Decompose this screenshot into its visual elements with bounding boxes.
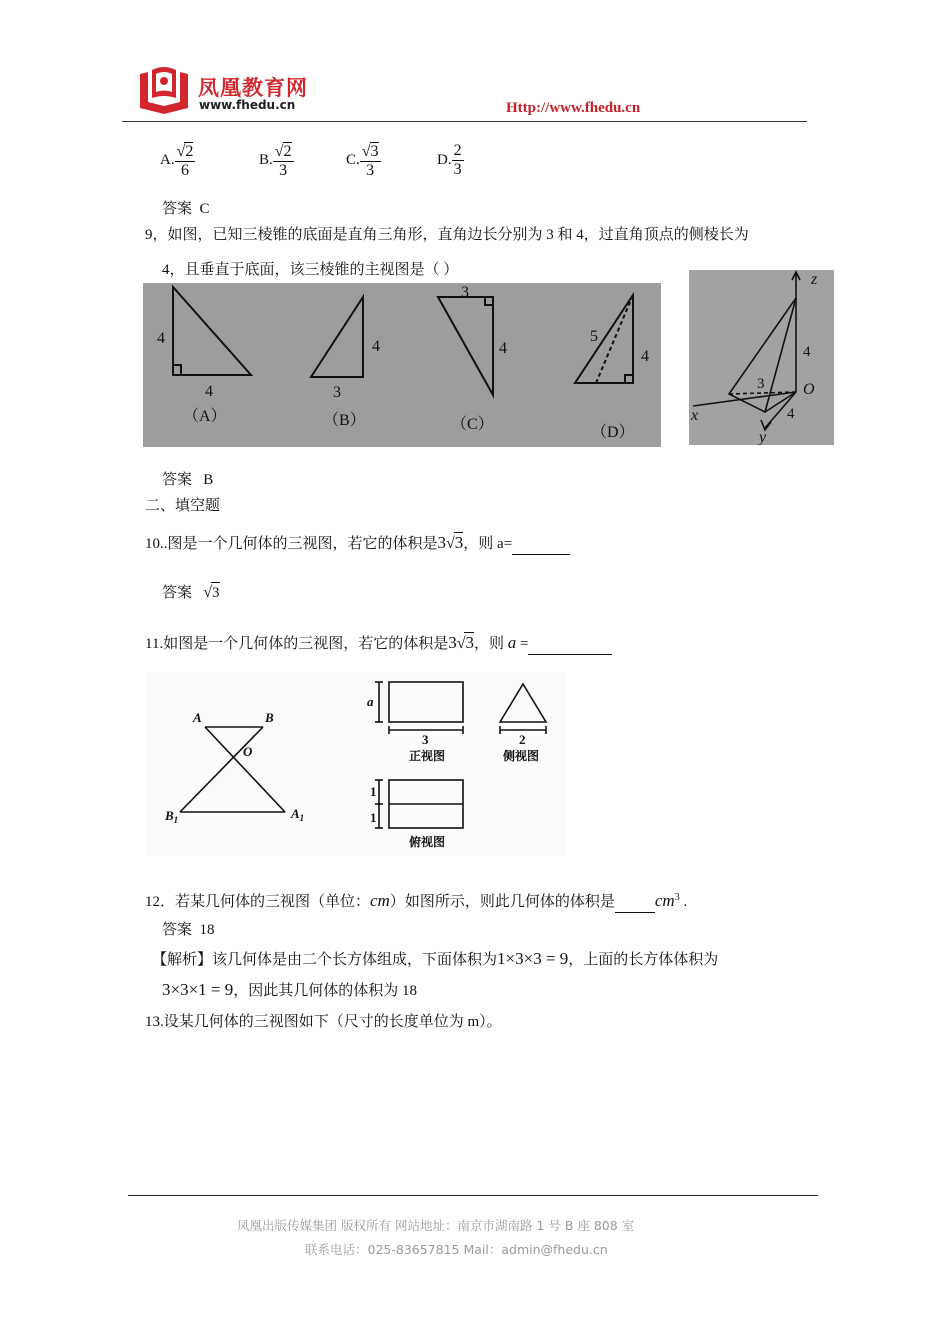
fig-b-caption: （B）: [323, 412, 366, 429]
fraction: $\frac{√2}{3}$: [274, 142, 292, 179]
point-a1-label: $A_1$: [291, 806, 305, 823]
answer-blank[interactable]: [528, 634, 612, 655]
logo-name: 凤凰教育网: [198, 76, 308, 100]
q9-line1: 9，如图，已知三棱锥的底面是直角三角形，直角边长分别为 3 和 4，过直角顶点的侧棱长为: [145, 227, 749, 243]
fig-c-top: 3: [461, 284, 469, 301]
answer-blank[interactable]: [615, 892, 655, 913]
q12-question: 12．若某几何体的三视图（单位：cm）如图所示，则此几何体的体积是 $cm^3$ .: [145, 888, 687, 913]
top-view-caption: 俯视图: [409, 835, 446, 849]
axis-z-label: z: [811, 271, 818, 288]
q8-answer: 答案 C: [162, 201, 210, 217]
option-d: D. $\frac{2}{3}$: [437, 142, 462, 179]
q10-answer: 答案 √3: [162, 584, 220, 601]
site-url-link[interactable]: Http://www.fhedu.cn: [506, 100, 641, 116]
q10-question: 10..图是一个几何体的三视图，若它的体积是3√3，则 a=: [145, 532, 570, 555]
q9-line2: 4，且垂直于底面，该三棱锥的主视图是（ ）: [162, 262, 459, 278]
point-b1-label: $B_1$: [165, 808, 179, 825]
point-o-label: O: [243, 744, 253, 759]
option-a: A. $\frac{√2}{6}$: [160, 142, 194, 179]
q11-drawing: [145, 672, 565, 856]
fig-b-base: 3: [333, 384, 341, 401]
top-h1-label: 1: [370, 784, 377, 799]
point-b-label: B: [265, 710, 274, 725]
q9-pyramid-figure: [689, 270, 834, 445]
fraction: $\frac{√3}{3}$: [361, 142, 379, 179]
fig-d-slant: 5: [590, 328, 598, 345]
q9-options-figure: [143, 283, 661, 447]
axis-x-label: x: [691, 407, 699, 424]
q11-figure: [145, 672, 565, 856]
q9-options-drawing: [143, 283, 661, 447]
fig-c-caption: （C）: [451, 416, 494, 433]
q12-answer: 答案 18: [162, 922, 215, 938]
q11-question: 11.如图是一个几何体的三视图，若它的体积是3√3，则 a =: [145, 632, 612, 655]
q12-analysis-line2: 3×3×1 = 9，因此其几何体的体积为 18: [162, 980, 418, 999]
fig-d-caption: （D）: [591, 424, 635, 441]
sqrt-icon: √: [274, 142, 284, 160]
fig-c-side: 4: [499, 340, 507, 357]
sqrt-icon: √: [456, 635, 466, 652]
front-view-caption: 正视图: [409, 749, 446, 763]
footer-rule: [128, 1195, 818, 1196]
front-height-label: a: [367, 694, 374, 709]
fig-d-side: 4: [641, 348, 649, 365]
header-rule: [122, 121, 807, 122]
section-title: 二、填空题: [145, 498, 221, 514]
top-h2-label: 1: [370, 810, 377, 825]
option-c: C. $\frac{√3}{3}$: [346, 142, 379, 179]
pyramid-edge-a-label: 3: [757, 376, 765, 392]
q9-answer: 答案 B: [162, 472, 214, 488]
front-width-label: 3: [422, 732, 429, 747]
axis-y-label: y: [759, 429, 767, 445]
sqrt-icon: √: [446, 535, 455, 552]
origin-label: O: [803, 381, 815, 398]
pyramid-height-label: 4: [803, 344, 811, 360]
fraction: $\frac{2}{3}$: [453, 142, 462, 179]
fig-a-side: 4: [157, 330, 165, 347]
answer-blank[interactable]: [512, 534, 570, 555]
logo-book-icon: [134, 64, 194, 116]
side-view-caption: 侧视图: [503, 749, 540, 763]
sqrt-icon: √: [176, 142, 186, 160]
footer-line2: 联系电话：025-83657815 Mail：admin@fhedu.cn: [305, 1242, 608, 1257]
fig-a-caption: （A）: [183, 408, 227, 425]
fraction: $\frac{√2}{6}$: [176, 142, 194, 179]
fig-b-side: 4: [372, 338, 380, 355]
footer-line1: 凤凰出版传媒集团 版权所有 网站地址：南京市湖南路 1 号 B 座 808 室: [237, 1218, 635, 1233]
fig-a-base: 4: [205, 383, 213, 400]
pyramid-edge-b-label: 4: [787, 406, 795, 422]
q12-analysis-line1: 【解析】该几何体是由二个长方体组成，下面体积为1×3×3 = 9，上面的长方体体积为: [152, 949, 719, 968]
sqrt-icon: √: [203, 584, 213, 601]
sqrt-icon: √: [361, 142, 371, 160]
q13-question: 13.设某几何体的三视图如下（尺寸的长度单位为 m）。: [145, 1014, 502, 1030]
point-a-label: A: [193, 710, 202, 725]
q9-pyramid-drawing: [689, 270, 834, 445]
option-b: B. $\frac{√2}{3}$: [259, 142, 292, 179]
side-width-label: 2: [519, 732, 526, 747]
logo-url: www.fhedu.cn: [199, 98, 296, 112]
